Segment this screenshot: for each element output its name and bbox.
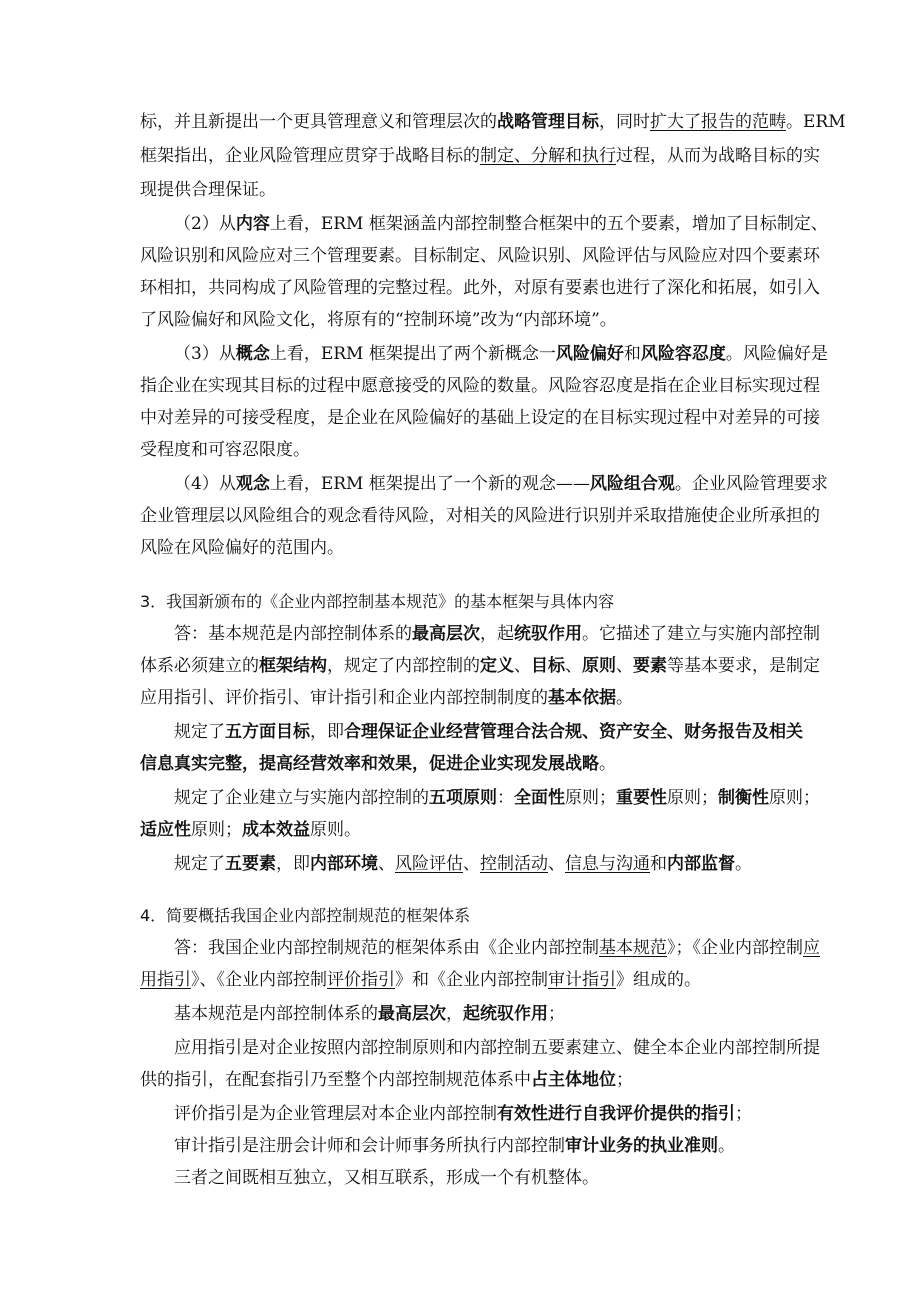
paragraph-line: （2）从内容上看，ERM 框架涵盖内部控制整合框架中的五个要素，增加了目标制定、 bbox=[174, 214, 828, 234]
paragraph-line: 规定了五要素，即内部环境、风险评估、控制活动、信息与沟通和内部监督。 bbox=[174, 854, 752, 874]
bold-term: 适应性 bbox=[140, 820, 191, 840]
bold-term: 占主体地位 bbox=[531, 1070, 616, 1090]
bold-term: 统驭作用 bbox=[514, 624, 582, 644]
bold-term: 要素 bbox=[633, 656, 667, 676]
bold-term: 全面性 bbox=[514, 788, 565, 808]
paragraph-line: （3）从概念上看，ERM 框架提出了两个新概念一风险偏好和风险容忍度。风险偏好是 bbox=[174, 344, 828, 364]
underlined-term: 基本规范 bbox=[599, 938, 667, 958]
paragraph-line: 三者之间既相互独立，又相互联系，形成一个有机整体。 bbox=[174, 1168, 599, 1188]
paragraph-line: 现提供合理保证。 bbox=[140, 180, 276, 200]
paragraph-line: 应用指引、评价指引、审计指引和企业内部控制制度的基本依据。 bbox=[140, 688, 633, 708]
bold-term: 五项原则 bbox=[429, 788, 497, 808]
bold-term: 重要性 bbox=[616, 788, 667, 808]
underlined-term: 扩大了报告的范畴 bbox=[650, 112, 786, 132]
underlined-term: 审计指引 bbox=[548, 970, 616, 990]
paragraph-line: （4）从观念上看，ERM 框架提出了一个新的观念——风险组合观。企业风险管理要求 bbox=[174, 474, 828, 494]
paragraph-line: 适应性原则；成本效益原则。 bbox=[140, 820, 361, 840]
bold-term: 五要素 bbox=[225, 854, 276, 874]
paragraph-line: 审计指引是注册会计师和会计师事务所执行内部控制审计业务的执业准则。 bbox=[174, 1136, 735, 1156]
bold-term: 观念 bbox=[235, 474, 270, 494]
bold-term: 内容 bbox=[235, 214, 270, 234]
bold-term: 概念 bbox=[235, 344, 270, 364]
paragraph-line: 中对差异的可接受程度，是企业在风险偏好的基础上设定的在目标实现过程中对差异的可接 bbox=[140, 408, 820, 428]
bold-term: 目标 bbox=[531, 656, 565, 676]
section-heading: 3．我国新颁布的《企业内部控制基本规范》的基本框架与具体内容 bbox=[140, 592, 615, 611]
section-heading: 4．简要概括我国企业内部控制规范的框架体系 bbox=[140, 906, 471, 925]
underlined-term: 制定、分解和执行 bbox=[480, 146, 616, 166]
bold-term: 制衡性 bbox=[718, 788, 769, 808]
paragraph-line: 答：基本规范是内部控制体系的最高层次，起统驭作用。它描述了建立与实施内部控制 bbox=[174, 624, 820, 644]
paragraph-line: 应用指引是对企业按照内部控制原则和内部控制五要素建立、健全本企业内部控制所提 bbox=[174, 1038, 820, 1058]
paragraph-line: 体系必须建立的框架结构，规定了内部控制的定义、目标、原则、要素等基本要求，是制定 bbox=[140, 656, 820, 676]
paragraph-line: 规定了五方面目标，即合理保证企业经营管理合法合规、资产安全、财务报告及相关 bbox=[174, 722, 803, 742]
bold-term: 定义 bbox=[480, 656, 514, 676]
paragraph-line: 风险在风险偏好的范围内。 bbox=[140, 538, 344, 558]
underlined-term: 用指引 bbox=[140, 970, 191, 990]
paragraph-line: 环相扣，共同构成了风险管理的完整过程。此外，对原有要素也进行了深化和拓展，如引入 bbox=[140, 278, 820, 298]
underlined-term: 评价指引 bbox=[327, 970, 395, 990]
bold-term: 内部环境 bbox=[310, 854, 378, 874]
paragraph-line: 用指引》、《企业内部控制评价指引》和《企业内部控制审计指引》组成的。 bbox=[140, 970, 701, 990]
bold-term: 风险偏好 bbox=[555, 344, 624, 364]
bold-term: 信息真实完整，提高经营效率和效果，促进企业实现发展战略 bbox=[140, 754, 599, 774]
bold-term: 五方面目标 bbox=[225, 722, 310, 742]
paragraph-line: 风险识别和风险应对三个管理要素。目标制定、风险识别、风险评估与风险应对四个要素环 bbox=[140, 246, 820, 266]
bold-term: 有效性进行自我评价提供的指引 bbox=[497, 1104, 735, 1124]
paragraph-line: 了风险偏好和风险文化，将原有的“控制环境”改为“内部环境”。 bbox=[140, 310, 617, 330]
paragraph-line: 受程度和可容忍限度。 bbox=[140, 440, 310, 460]
paragraph-line: 企业管理层以风险组合的观念看待风险，对相关的风险进行识别并采取措施使企业所承担的 bbox=[140, 506, 820, 526]
bold-term: 战略管理目标 bbox=[497, 112, 599, 132]
underlined-term: 控制活动 bbox=[480, 854, 548, 874]
paragraph-line: 供的指引，在配套指引乃至整个内部控制规范体系中占主体地位； bbox=[140, 1070, 633, 1090]
bold-term: 合理保证企业经营管理合法合规、资产安全、财务报告及相关 bbox=[344, 722, 803, 742]
bold-term: 原则 bbox=[582, 656, 616, 676]
bold-term: 基本依据 bbox=[548, 688, 616, 708]
bold-term: 内部监督 bbox=[667, 854, 735, 874]
bold-term: 成本效益 bbox=[242, 820, 310, 840]
bold-term: 风险容忍度 bbox=[640, 344, 726, 364]
paragraph-line: 评价指引是为企业管理层对本企业内部控制有效性进行自我评价提供的指引； bbox=[174, 1104, 752, 1124]
underlined-term: 应 bbox=[803, 938, 820, 958]
paragraph-line: 标，并且新提出一个更具管理意义和管理层次的战略管理目标，同时扩大了报告的范畴。ERM bbox=[140, 112, 846, 132]
paragraph-line: 基本规范是内部控制体系的最高层次，起统驭作用； bbox=[174, 1004, 565, 1024]
bold-term: 审计业务的执业准则 bbox=[565, 1136, 718, 1156]
paragraph-line: 规定了企业建立与实施内部控制的五项原则：全面性原则；重要性原则；制衡性原则； bbox=[174, 788, 820, 808]
bold-term: 最高层次 bbox=[412, 624, 480, 644]
paragraph-line: 指企业在实现其目标的过程中愿意接受的风险的数量。风险容忍度是指在企业目标实现过程 bbox=[140, 376, 820, 396]
bold-term: 框架结构 bbox=[259, 656, 327, 676]
bold-term: 风险组合观 bbox=[589, 474, 675, 494]
underlined-term: 风险评估 bbox=[395, 854, 463, 874]
underlined-term: 信息与沟通 bbox=[565, 854, 650, 874]
paragraph-line: 答：我国企业内部控制规范的框架体系由《企业内部控制基本规范》；《企业内部控制应 bbox=[174, 938, 820, 958]
bold-term: 起统驭作用 bbox=[463, 1004, 548, 1024]
paragraph-line: 框架指出，企业风险管理应贯穿于战略目标的制定、分解和执行过程，从而为战略目标的实 bbox=[140, 146, 820, 166]
paragraph-line: 信息真实完整，提高经营效率和效果，促进企业实现发展战略。 bbox=[140, 754, 616, 774]
bold-term: 最高层次 bbox=[378, 1004, 446, 1024]
